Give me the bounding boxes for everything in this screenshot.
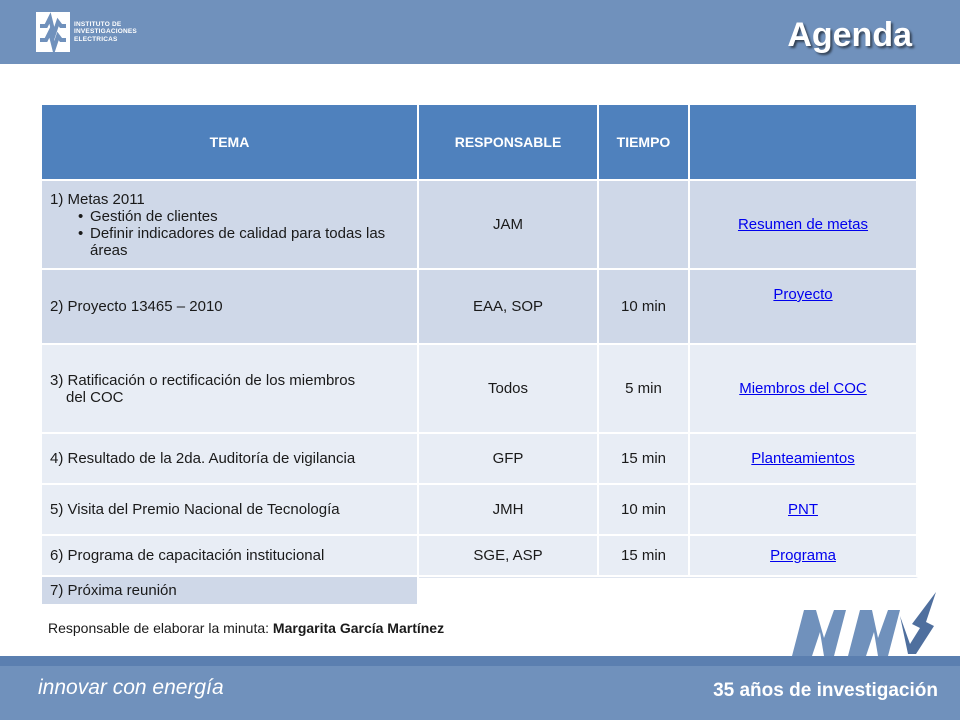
iie-logo-icon [36,12,70,52]
link-resumen-de-metas[interactable]: Resumen de metas [737,216,869,233]
link-pnt[interactable]: PNT [788,501,818,518]
link-cell [690,434,918,485]
tema-cell: 7) Próxima reunión [42,577,419,606]
responsable-cell: JAM [419,181,599,270]
tema-cell [42,345,419,434]
tiempo-cell: 15 min [599,434,690,485]
footer-stripe [0,656,960,666]
tema-cell: 2) Proyecto 13465 – 2010 [42,270,419,345]
link-programa[interactable]: Programa [770,547,836,564]
footer-years: 35 años de investigación [713,680,938,701]
link-miembros-del-coc[interactable]: Miembros del COC [739,380,867,397]
link-cell [690,181,918,270]
list-item: • Definir indicadores de calidad para todas las áreas [78,225,409,259]
institute-logo [36,12,137,52]
link-cell [690,485,918,536]
column-header-tema: TEMA [42,105,419,181]
responsable-cell: EAA, SOP [419,270,599,345]
table-row [42,345,918,434]
header-bar [0,0,960,64]
agenda-table [42,105,918,606]
tema-cell: 6) Programa de capacitación institucional [42,536,419,577]
list-item: • Gestión de clientes [78,208,409,225]
column-header-blank [690,105,918,181]
column-header-tiempo: TIEMPO [599,105,690,181]
logo-line-1: INSTITUTO DE [74,20,122,28]
table-row [42,485,918,536]
responsable-cell: GFP [419,434,599,485]
tiempo-cell: 10 min [599,270,690,345]
tema-cell: 5) Visita del Premio Nacional de Tecnología [42,485,419,536]
responsable-cell: SGE, ASP [419,536,599,577]
footer-slogan: innovar con energía [38,676,224,699]
table-row [42,536,918,577]
table-row [42,270,918,345]
tema-bullet-list [50,208,409,259]
tema-cell [42,181,419,270]
link-planteamientos[interactable]: Planteamientos [751,450,855,467]
responsable-cell: Todos [419,345,599,434]
tema-text-continued: del COC [66,388,124,406]
link-proyecto[interactable]: Proyecto [773,286,833,303]
column-header-responsable: RESPONSABLE [419,105,599,181]
page-title: Agenda [787,16,912,54]
tiempo-cell [599,181,690,270]
tiempo-cell: 10 min [599,485,690,536]
table-row [42,181,918,270]
note-label: Responsable de elaborar la minuta: [48,620,273,636]
table-header-row [42,105,918,181]
table-row [42,434,918,485]
tema-text: 3) Ratificación o rectificación de los miembros [50,371,356,389]
link-cell [690,345,918,434]
link-cell [690,536,918,577]
tema-cell: 4) Resultado de la 2da. Auditoría de vigilancia [42,434,419,485]
minute-responsible-note [48,620,444,636]
responsable-cell: JMH [419,485,599,536]
table-row [42,577,918,606]
tiempo-cell: 15 min [599,536,690,577]
iie-mark-icon [790,588,950,658]
note-name: Margarita García Martínez [272,620,445,636]
tema-text: 1) Metas 2011 [50,190,145,208]
logo-line-3: ELECTRICAS [74,35,118,43]
tiempo-cell: 5 min [599,345,690,434]
link-cell [690,270,918,345]
logo-line-2: INVESTIGACIONES [74,28,137,36]
logo-text [74,21,137,44]
